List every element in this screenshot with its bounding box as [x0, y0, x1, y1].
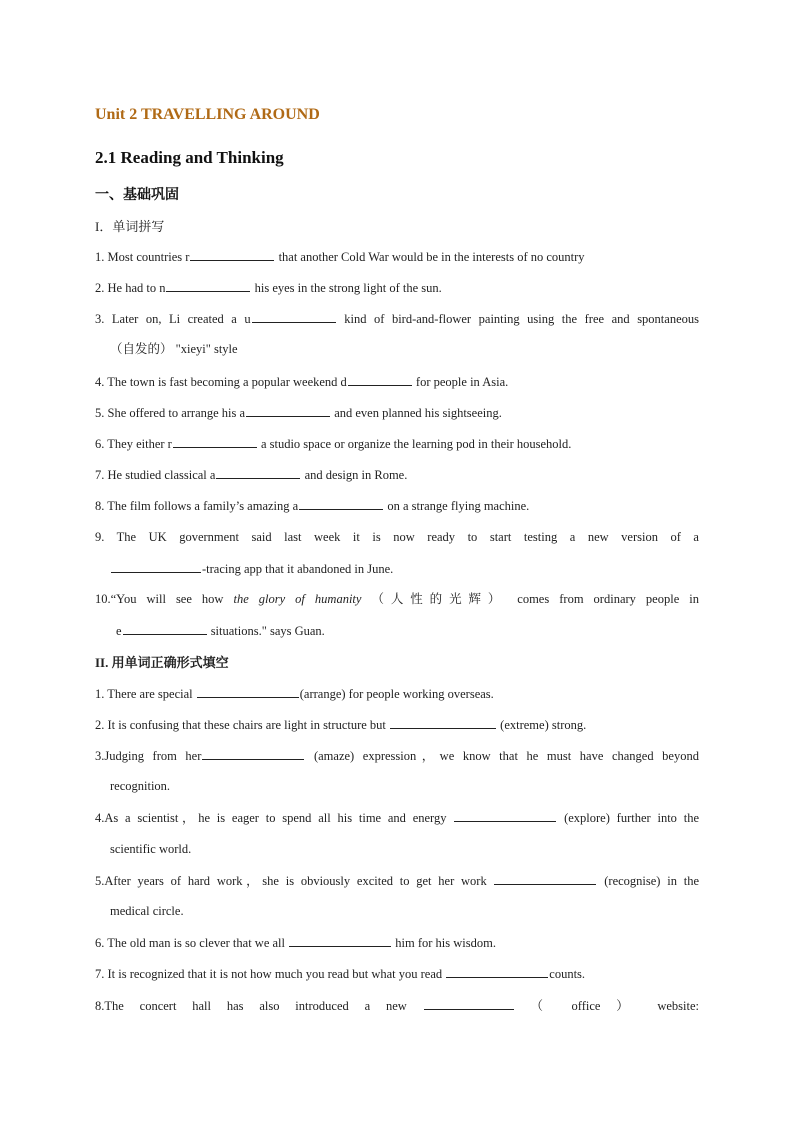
- fill-question-5: 5.After years of hard work，she is obviously excited to get her work (recognise) in the: [95, 871, 699, 890]
- question-10-continued: e situations." says Guan.: [116, 621, 705, 640]
- subsection-title-spelling: I．单词拼写: [95, 219, 165, 234]
- question-3: 3. Later on, Li created a u kind of bird-and-flower painting using the free and spontaneous: [95, 309, 699, 328]
- fill-question-7: 7. It is recognized that it is not how much you read but what you read counts.: [95, 964, 699, 983]
- fill-question-1: 1. There are special (arrange) for people working overseas.: [95, 684, 699, 703]
- answer-blank-2[interactable]: [166, 278, 250, 292]
- fill-blank-7[interactable]: [446, 964, 548, 978]
- section-title: 2.1 Reading and Thinking: [95, 148, 284, 167]
- fill-question-8: 8.The concert hall has also introduced a new （ office ） website:: [95, 996, 699, 1015]
- question-7: 7. He studied classical a and design in Rome.: [95, 465, 699, 484]
- unit-title: Unit 2 TRAVELLING AROUND: [95, 106, 320, 123]
- question-1: 1. Most countries r that another Cold War would be in the interests of no country: [95, 247, 699, 266]
- answer-blank-6[interactable]: [173, 434, 257, 448]
- fill-blank-2[interactable]: [390, 715, 496, 729]
- answer-blank-7[interactable]: [216, 465, 300, 479]
- answer-blank-3[interactable]: [252, 309, 336, 323]
- fill-blank-4[interactable]: [454, 808, 556, 822]
- answer-blank-5[interactable]: [246, 403, 330, 417]
- fill-blank-3[interactable]: [202, 746, 304, 760]
- fill-question-3-continued: recognition.: [110, 779, 171, 793]
- question-9-continued: -tracing app that it abandoned in June.: [110, 559, 699, 578]
- fill-question-2: 2. It is confusing that these chairs are light in structure but (extreme) strong.: [95, 715, 699, 734]
- answer-blank-8[interactable]: [299, 496, 383, 510]
- fill-blank-1[interactable]: [197, 684, 299, 698]
- fill-blank-8[interactable]: [424, 996, 514, 1010]
- answer-blank-4[interactable]: [348, 372, 412, 386]
- question-5: 5. She offered to arrange his a and even planned his sightseeing.: [95, 403, 699, 422]
- fill-question-4-continued: scientific world.: [110, 842, 192, 856]
- fill-question-6: 6. The old man is so clever that we all him for his wisdom.: [95, 933, 699, 952]
- fill-blank-6[interactable]: [289, 933, 391, 947]
- fill-question-5-continued: medical circle.: [110, 904, 184, 918]
- question-10: 10.“You will see how the glory of humanity （人性的光辉） comes from ordinary people in: [95, 592, 699, 606]
- question-2: 2. He had to n his eyes in the strong light of the sun.: [95, 278, 699, 297]
- answer-blank-9[interactable]: [111, 559, 201, 573]
- fill-question-4: 4.As a scientist，he is eager to spend all his time and energy (explore) further into the: [95, 808, 699, 827]
- question-8: 8. The film follows a family’s amazing a on a strange flying machine.: [95, 496, 699, 515]
- fill-blank-5[interactable]: [494, 871, 596, 885]
- question-4: 4. The town is fast becoming a popular weekend d for people in Asia.: [95, 372, 699, 391]
- answer-blank-1[interactable]: [190, 247, 274, 261]
- question-3-continued: （自发的） "xieyi" style: [110, 342, 238, 356]
- question-6: 6. They either r a studio space or organize the learning pod in their household.: [95, 434, 699, 453]
- question-9: 9. The UK government said last week it is now ready to start testing a new version of a: [95, 530, 699, 544]
- answer-blank-10[interactable]: [123, 621, 207, 635]
- part-title-basics: 一、基础巩固: [95, 188, 179, 203]
- subsection-title-word-forms: II. 用单词正确形式填空: [95, 655, 229, 670]
- fill-question-3: 3.Judging from her (amaze) expression，we know that he must have changed beyond: [95, 746, 699, 765]
